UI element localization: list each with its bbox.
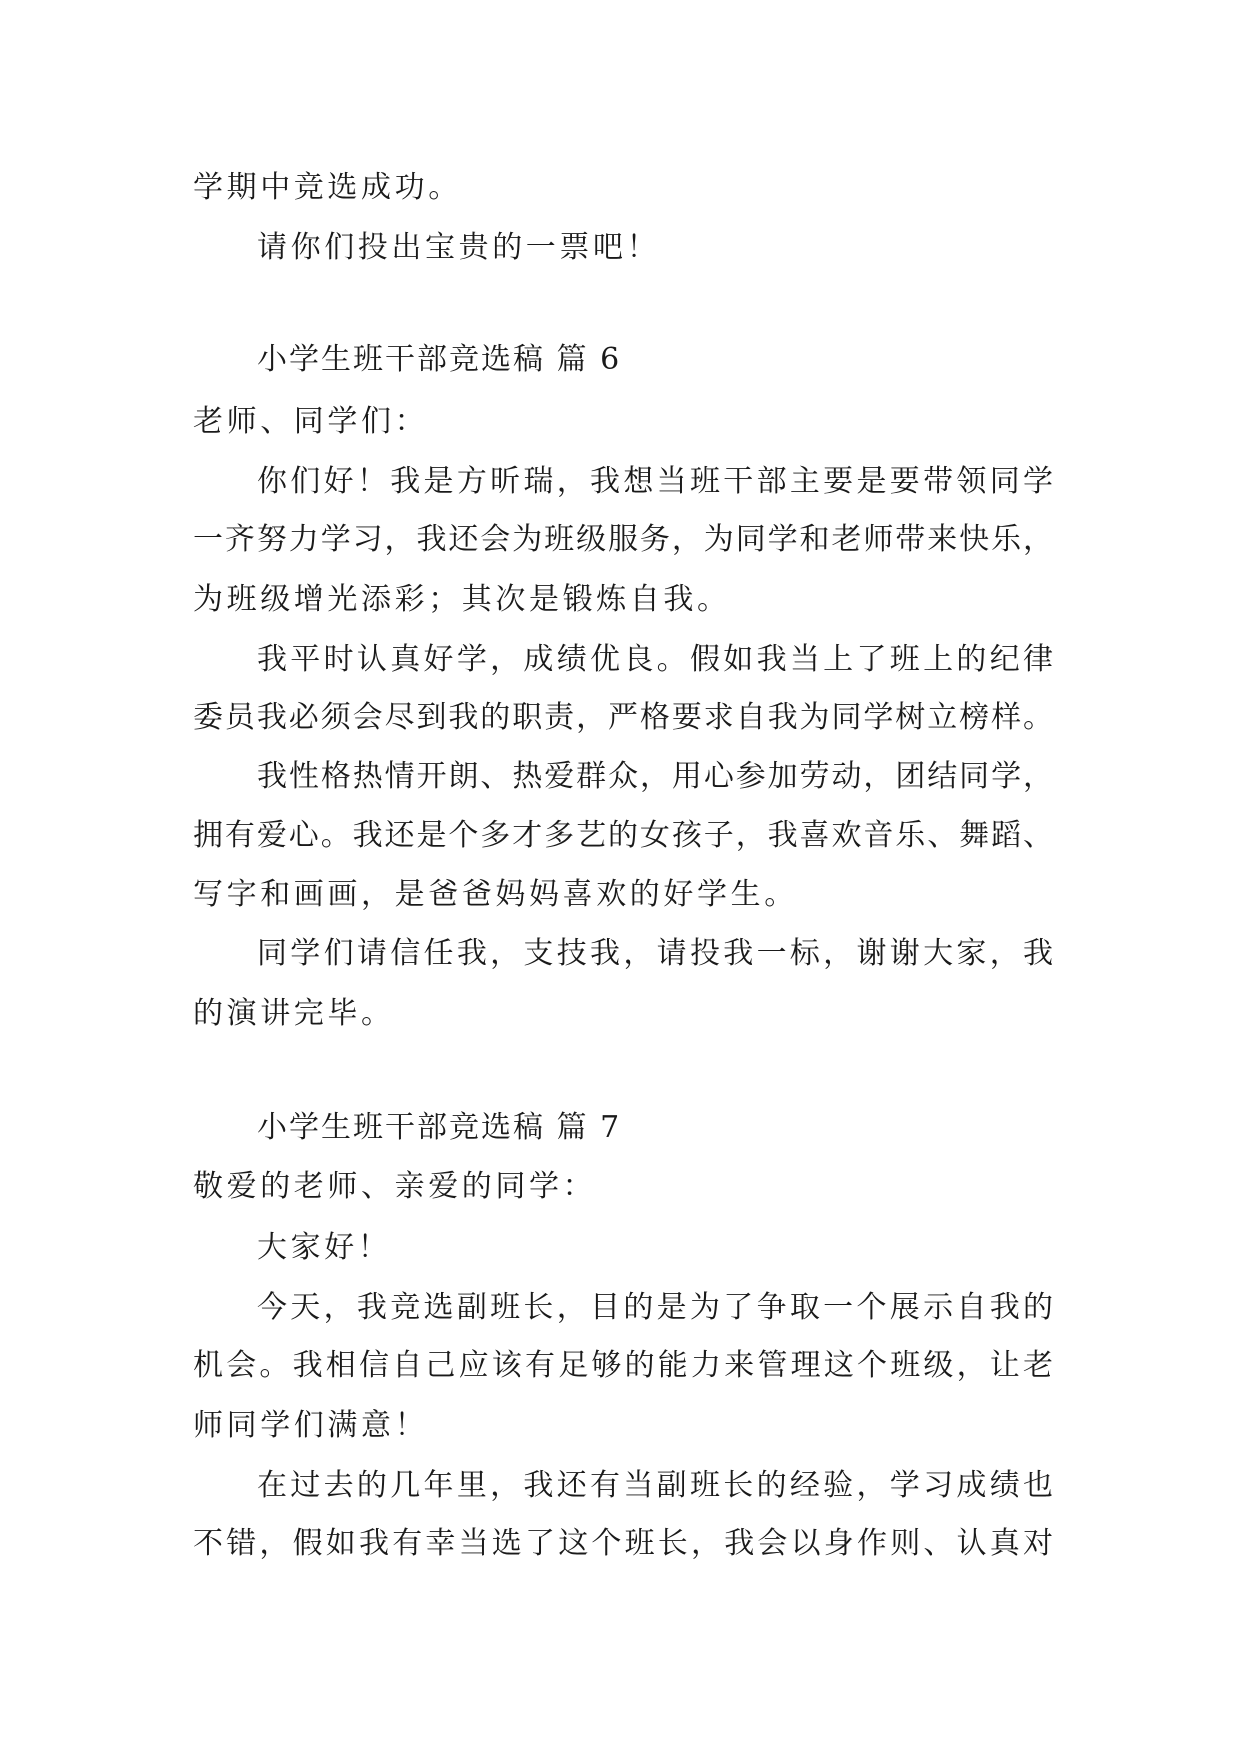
paragraph-line: 你们好！我是方昕瑞，我想当班干部主要是要带领同学 [257, 464, 1053, 499]
paragraph-line: 写字和画画，是爸爸妈妈喜欢的好学生。 [193, 877, 798, 912]
paragraph-line: 请你们投出宝贵的一票吧！ [257, 230, 661, 265]
paragraph-line: 师同学们满意！ [193, 1408, 429, 1443]
paragraph-line: 不错，假如我有幸当选了这个班长，我会以身作则、认真对 [193, 1526, 1053, 1561]
paragraph-line: 的演讲完毕。 [193, 996, 395, 1031]
salutation: 老师、同学们： [193, 404, 429, 439]
section-heading: 小学生班干部竞选稿 篇 7 [257, 1110, 622, 1145]
paragraph-line: 我性格热情开朗、热爱群众，用心参加劳动，团结同学， [257, 759, 1053, 794]
paragraph-line: 为班级增光添彩；其次是锻炼自我。 [193, 582, 731, 617]
section-heading: 小学生班干部竞选稿 篇 6 [257, 342, 622, 377]
paragraph-line: 机会。我相信自己应该有足够的能力来管理这个班级，让老 [193, 1348, 1053, 1383]
paragraph-line: 一齐努力学习，我还会为班级服务，为同学和老师带来快乐， [193, 522, 1053, 557]
paragraph-line: 委员我必须会尽到我的职责，严格要求自我为同学树立榜样。 [193, 700, 1053, 735]
paragraph-line: 学期中竞选成功。 [193, 170, 462, 205]
paragraph-line: 同学们请信任我，支技我，请投我一标，谢谢大家，我 [257, 936, 1053, 971]
paragraph-line: 大家好！ [257, 1230, 392, 1265]
paragraph-line: 拥有爱心。我还是个多才多艺的女孩子，我喜欢音乐、舞蹈、 [193, 818, 1053, 853]
paragraph-line: 今天，我竞选副班长，目的是为了争取一个展示自我的 [257, 1290, 1053, 1325]
paragraph-line: 我平时认真好学，成绩优良。假如我当上了班上的纪律 [257, 642, 1053, 677]
paragraph-line: 在过去的几年里，我还有当副班长的经验，学习成绩也 [257, 1468, 1053, 1503]
salutation: 敬爱的老师、亲爱的同学： [193, 1169, 597, 1204]
